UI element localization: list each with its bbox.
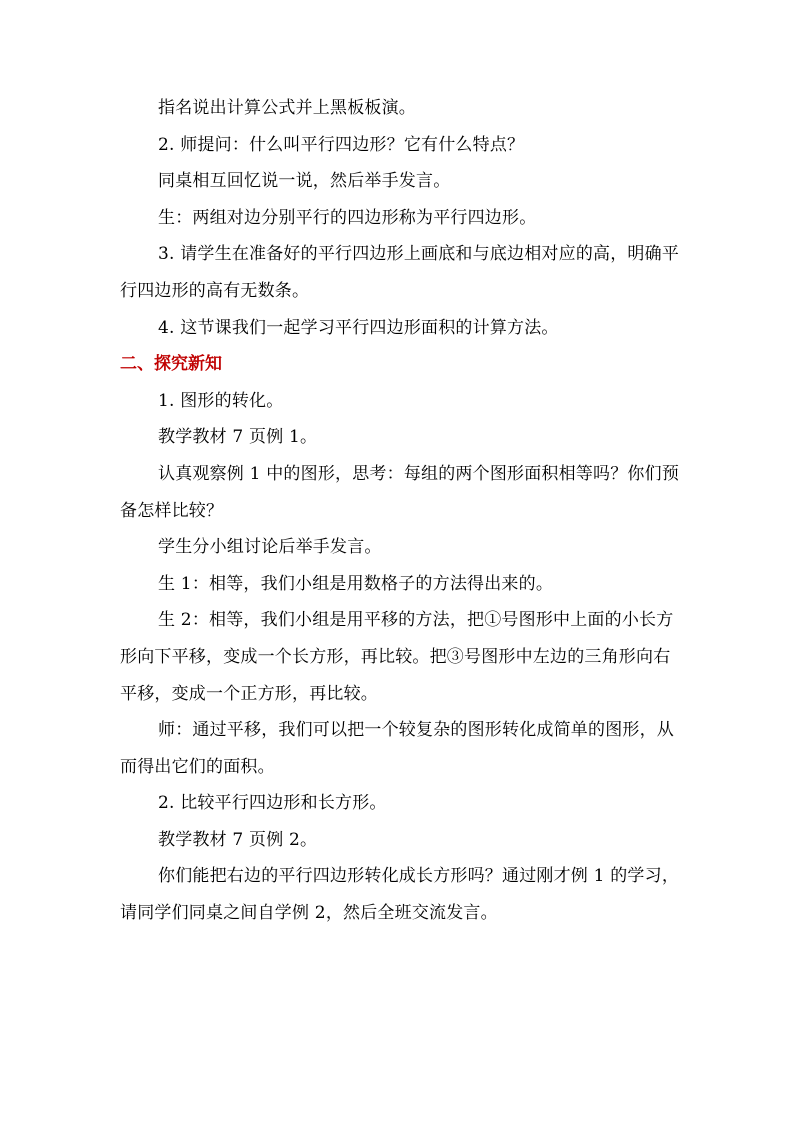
paragraph-compare-shapes: 2. 比较平行四边形和长方形。 — [158, 793, 387, 814]
document-body — [120, 90, 680, 932]
section-heading-explore: 二、探究新知 — [120, 354, 222, 375]
paragraph-convert-question: 你们能把右边的平行四边形转化成长方形吗？通过刚才例 1 的学习，请同学们同桌之间自学例 2，然后全班交流发言。 — [120, 866, 680, 924]
paragraph-student-1: 生 1：相等，我们小组是用数格子的方法得出来的。 — [158, 573, 554, 594]
paragraph-teacher-summary: 师：通过平移，我们可以把一个较复杂的图形转化成简单的图形，从而得出它们的面积。 — [120, 720, 674, 777]
paragraph-group-discussion: 学生分小组讨论后举手发言。 — [158, 537, 382, 558]
paragraph-student-2: 生 2：相等，我们小组是用平移的方法，把①号图形中上面的小长方形向下平移，变成一个长方形，再比较。把③号图形中左边的三角形向右平移，变成一个正方形，再比较。 — [120, 610, 674, 704]
paragraph-draw-height: 3. 请学生在准备好的平行四边形上画底和与底边相对应的高，明确平行四边形的高有无数条。 — [120, 244, 680, 301]
paragraph-lesson-intro: 4. 这节课我们一起学习平行四边形面积的计算方法。 — [158, 317, 559, 338]
paragraph-example-2: 教学教材 7 页例 2。 — [158, 829, 318, 850]
paragraph-shape-transform: 1. 图形的转化。 — [158, 390, 284, 411]
paragraph-instruction-board: 指名说出计算公式并上黑板板演。 — [158, 98, 416, 118]
paragraph-student-definition: 生：两组对边分别平行的四边形称为平行四边形。 — [158, 207, 537, 228]
paragraph-deskmate-recall: 同桌相互回忆说一说，然后举手发言。 — [158, 171, 451, 192]
paragraph-observe-example: 认真观察例 1 中的图形，思考：每组的两个图形面积相等吗？你们预备怎样比较？ — [120, 463, 680, 521]
paragraph-teacher-question: 2. 师提问：什么叫平行四边形？它有什么特点？ — [158, 134, 525, 155]
paragraph-example-1: 教学教材 7 页例 1。 — [158, 427, 318, 448]
